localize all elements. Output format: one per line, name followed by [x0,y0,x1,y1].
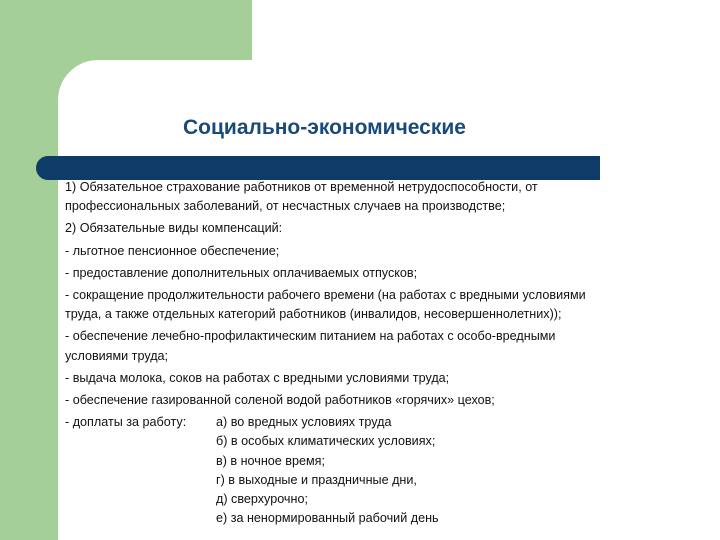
payment-item: д) сверхурочно; [216,492,308,507]
body-line: - предоставление дополнительных оплачиваемых отпусков; [65,265,418,280]
payment-item: б) в особых климатических условиях; [216,434,436,449]
slide-body [65,178,685,528]
body-line: профессиональных заболеваний, от несчастных случаев на производстве; [65,199,506,214]
payment-item: г) в выходные и праздничные дни, [216,472,417,487]
payments-list [216,413,439,528]
body-line: - льготное пенсионное обеспечение; [65,243,280,258]
body-line: 1) Обязательное страхование работников от временной нетрудоспособности, от [65,180,538,194]
body-line: труда, а также отдельных категорий работников (инвалидов, несовершеннолетних)); [65,307,562,322]
decor-green-strip [0,0,58,540]
payment-item: е) за ненормированный рабочий день [216,511,439,526]
title-underline-bar [36,156,600,180]
payment-item: в) в ночное время; [216,453,325,468]
slide-title: Социально-экономические [183,116,466,139]
body-line: условиями труда; [65,348,169,363]
body-line: - сокращение продолжительности рабочего времени (на работах с вредными условиями [65,288,586,303]
body-line: 2) Обязательные виды компенсаций: [65,221,283,236]
payments-label: - доплаты за работу: [65,415,187,430]
body-line: - выдача молока, соков на работах с вредными условиями труда; [65,370,450,385]
body-line: - обеспечение газированной соленой водой работников «горячих» цехов; [65,393,495,408]
payment-item: а) во вредных условиях труда [216,415,392,430]
payments-block [65,413,685,528]
body-line: - обеспечение лечебно-профилактическим питанием на работах с особо-вредными [65,329,556,344]
